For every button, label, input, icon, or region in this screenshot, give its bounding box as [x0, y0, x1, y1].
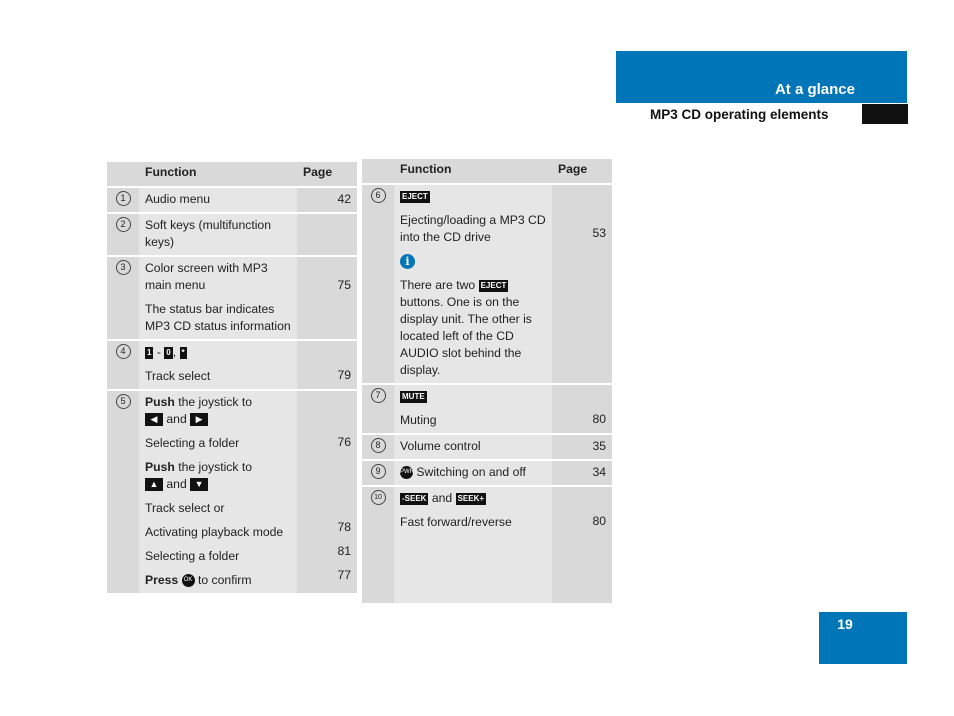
key-1-icon: 1 — [147, 347, 152, 357]
page-ref — [297, 214, 351, 221]
col-page: Page — [552, 159, 612, 184]
function-text: Fast forward/reverse — [400, 515, 512, 529]
col-function: Function — [139, 162, 297, 187]
function-text: Color screen with MP3 main menu — [145, 261, 268, 292]
table-row — [107, 256, 357, 340]
function-text: Ejecting/loading a MP3 CD into the CD drive — [400, 213, 546, 244]
item-number: 9 — [371, 464, 386, 479]
function-text: Track select or — [145, 501, 225, 515]
item-number: 6 — [371, 188, 386, 203]
item-number: 2 — [116, 217, 131, 232]
eject-key-icon: EJECT — [480, 280, 507, 290]
subsection-title: MP3 CD operating elements — [650, 107, 829, 122]
right-function-table — [362, 159, 612, 603]
page-ref: 42 — [337, 192, 351, 206]
function-text: Volume control — [400, 439, 481, 453]
header-marker — [862, 104, 908, 124]
table-header — [107, 162, 357, 187]
table-row — [362, 384, 612, 434]
item-number: 5 — [116, 394, 131, 409]
page-ref: 79 — [337, 368, 351, 382]
page-number: 19 — [837, 616, 853, 632]
star-key-icon: * — [181, 347, 185, 357]
power-button-icon: PWR — [400, 466, 413, 479]
item-number: 7 — [371, 388, 386, 403]
table-row: 10 -SEEK and SEEK+ Fast forward/reverse 80 — [362, 486, 612, 603]
item-number: 4 — [116, 344, 131, 359]
page-ref: 53 — [592, 226, 606, 240]
page-ref: 80 — [592, 412, 606, 426]
table-header — [362, 159, 612, 184]
page-ref: 75 — [337, 278, 351, 292]
section-title: At a glance — [774, 81, 855, 98]
up-arrow-icon: ▲ — [145, 478, 163, 491]
function-text: Selecting a folder — [145, 549, 240, 563]
left-arrow-icon: ◀ — [145, 413, 163, 426]
info-icon: i — [400, 254, 415, 269]
item-number: 3 — [116, 260, 131, 275]
table-row — [362, 434, 612, 460]
table-row — [107, 187, 357, 213]
mute-key-icon: MUTE — [402, 391, 425, 401]
function-text: Audio menu — [145, 192, 211, 206]
ok-button-icon: OK — [182, 574, 195, 587]
col-page: Page — [297, 162, 357, 187]
header-bar — [616, 51, 907, 103]
table-row: 4 1 - 0 , * Track select 79 — [107, 340, 357, 390]
key-0-icon: 0 — [166, 347, 171, 357]
table-row — [107, 213, 357, 256]
eject-key-icon: EJECT — [402, 191, 428, 201]
page-ref: 80 — [592, 514, 606, 528]
function-text: Soft keys (multifunction keys) — [145, 218, 271, 249]
down-arrow-icon: ▼ — [190, 478, 208, 491]
page-ref: 78 — [337, 520, 351, 534]
right-arrow-icon: ▶ — [190, 413, 208, 426]
seek-back-key-icon: -SEEK — [402, 493, 427, 503]
item-number: 1 — [116, 191, 131, 206]
page-ref: 35 — [592, 439, 606, 453]
function-text: Muting — [400, 413, 437, 427]
page-ref: 34 — [592, 465, 606, 479]
col-function: Function — [394, 159, 552, 184]
function-text: Activating playback mode — [145, 525, 284, 539]
function-text: Track select — [145, 369, 211, 383]
item-number: 10 — [371, 490, 386, 505]
table-row: 6 EJECT Ejecting/loading a MP3 CD into the CD drive i There are two EJECT buttons. One is on the display unit. The other is located left of the CD AUDIO slot behind the display. 53 — [362, 184, 612, 384]
function-text: Selecting a folder — [145, 436, 240, 450]
page-ref: 81 — [337, 544, 351, 558]
seek-forward-key-icon: SEEK+ — [457, 493, 485, 503]
left-function-table — [107, 162, 357, 593]
page-number-box — [819, 612, 907, 664]
item-number: 8 — [371, 438, 386, 453]
table-row: 5 Push the joystick to ◀ and ▶ Selecting a folder Push the joystick to ▲ and ▼ Track select or Activating playback mode Selecting a folder Press OK to confirm 76 78 81 77 — [107, 390, 357, 593]
page-ref: 76 — [337, 435, 351, 449]
table-row: 9 PWR Switching on and off 34 — [362, 460, 612, 486]
page-ref: 77 — [337, 568, 351, 582]
function-text: The status bar indicates MP3 CD status information — [145, 302, 291, 333]
